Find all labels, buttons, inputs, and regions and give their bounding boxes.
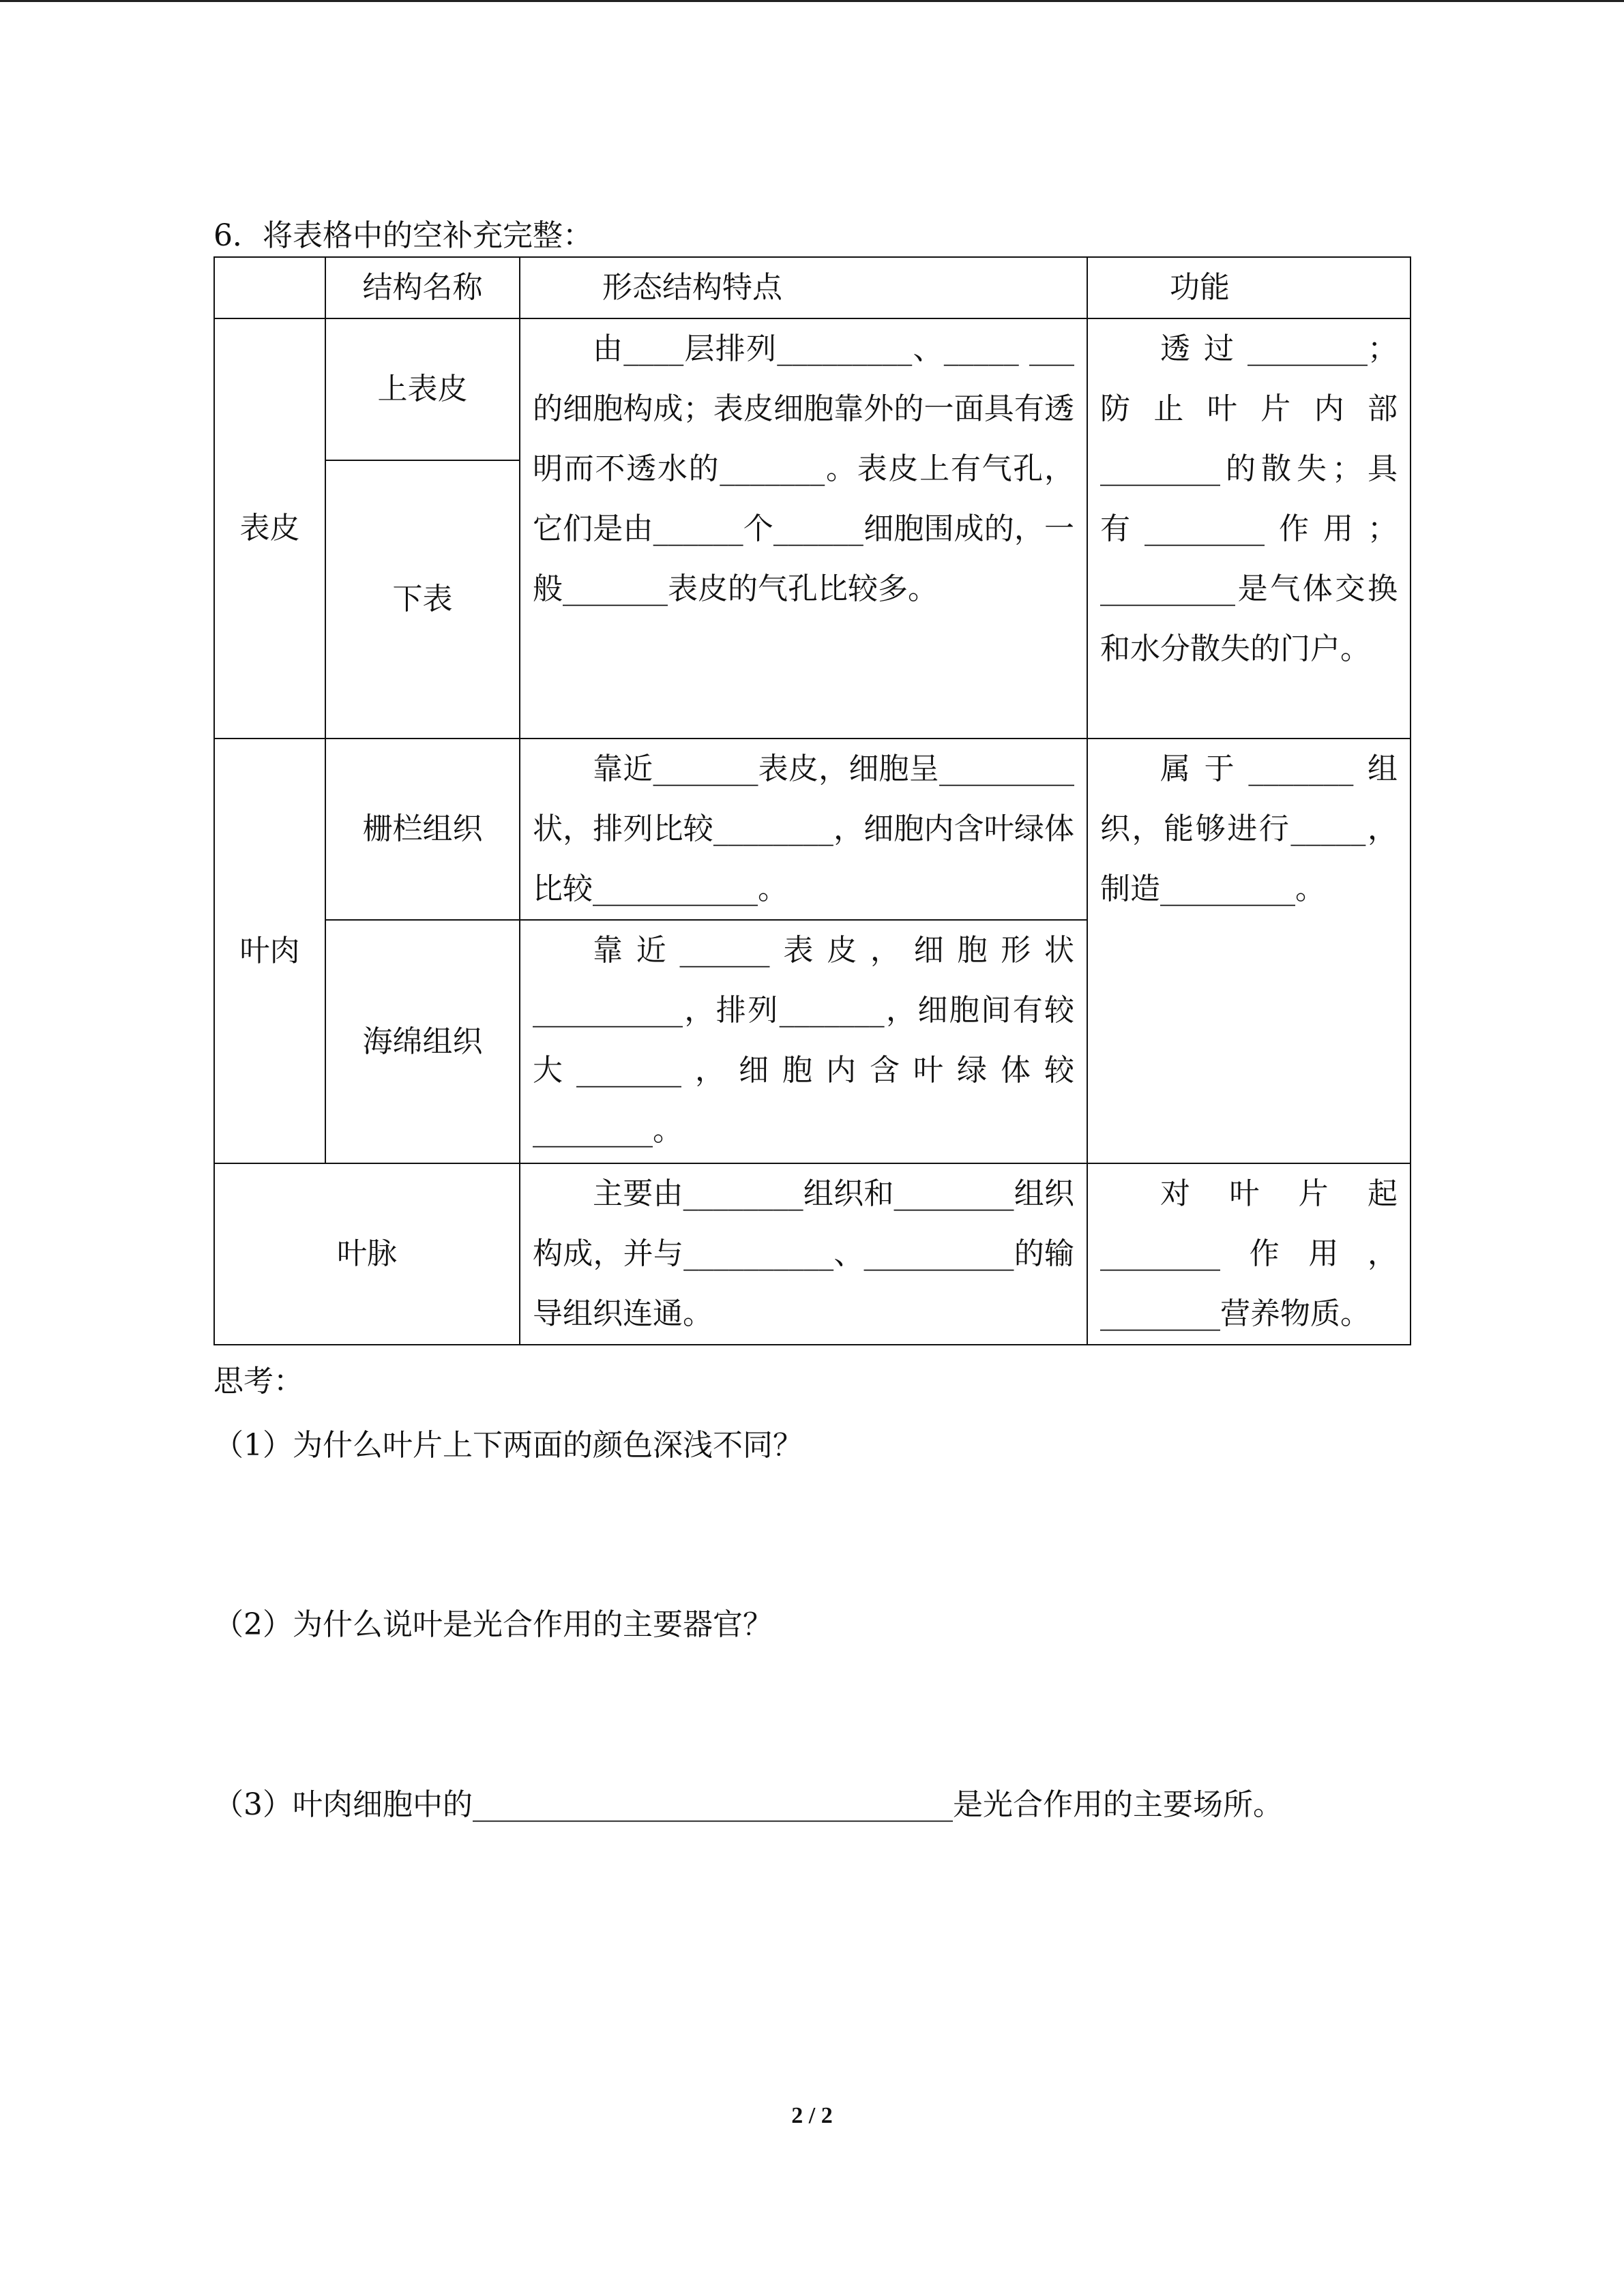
- header-function: 功能: [1087, 257, 1411, 318]
- header-features: 形态结构特点: [520, 257, 1087, 318]
- epidermis-function: 透过________；防止叶片内部________的散失；具有________作用；_________是气体交换和水分散失的门户。: [1087, 318, 1411, 739]
- page-number: 2 / 2: [791, 2103, 833, 2128]
- header-empty-cell: [214, 257, 325, 318]
- question-title: 6．将表格中的空补充完整：: [213, 218, 593, 253]
- palisade-features: 靠近_______表皮，细胞呈_________状，排列比较________，细胞内含叶绿体比较___________。: [520, 739, 1087, 920]
- header-structure-name: 结构名称: [325, 257, 520, 318]
- vein-function: 对叶片起________作用，________营养物质。: [1087, 1163, 1411, 1345]
- epidermis-features: 由____层排列_________、_____ ___的细胞构成；表皮细胞靠外的一面具有透明而不透水的_______。表皮上有气孔，它们是由______个______细胞围成的，一般_______表皮的气孔比较多。: [520, 318, 1087, 739]
- vein-label: 叶脉: [214, 1163, 520, 1345]
- think-question-1: （1）为什么叶片上下两面的颜色深浅不同？: [213, 1428, 803, 1463]
- epidermis-group-label: 表皮: [214, 318, 325, 739]
- think-label: 思考：: [213, 1364, 304, 1399]
- table-row-palisade: [214, 739, 1411, 920]
- table-header-row: [214, 257, 1411, 318]
- leaf-structure-table: [213, 256, 1411, 1345]
- table-row-vein: [214, 1163, 1411, 1345]
- palisade-tissue-label: 栅栏组织: [325, 739, 520, 920]
- mesophyll-function: 属于_______组织，能够进行_____，制造_________。: [1087, 739, 1411, 1163]
- think-question-2: （2）为什么说叶是光合作用的主要器官？: [213, 1607, 773, 1642]
- upper-epidermis-label: 上表皮: [325, 318, 520, 460]
- think-question-3: （3）叶肉细胞中的________________________________是光合作用的主要场所。: [213, 1787, 1283, 1822]
- mesophyll-group-label: 叶肉: [214, 739, 325, 1163]
- spongy-features: 靠近______表皮，细胞形状__________，排列_______，细胞间有较大_______，细胞内含叶绿体较________。: [520, 920, 1087, 1163]
- spongy-tissue-label: 海绵组织: [325, 920, 520, 1163]
- lower-epidermis-label: 下表: [325, 460, 520, 739]
- vein-features: 主要由________组织和________组织构成，并与__________、__________的输导组织连通。: [520, 1163, 1087, 1345]
- top-border-line: [0, 0, 1624, 2]
- table-row-upper-epidermis: [214, 318, 1411, 460]
